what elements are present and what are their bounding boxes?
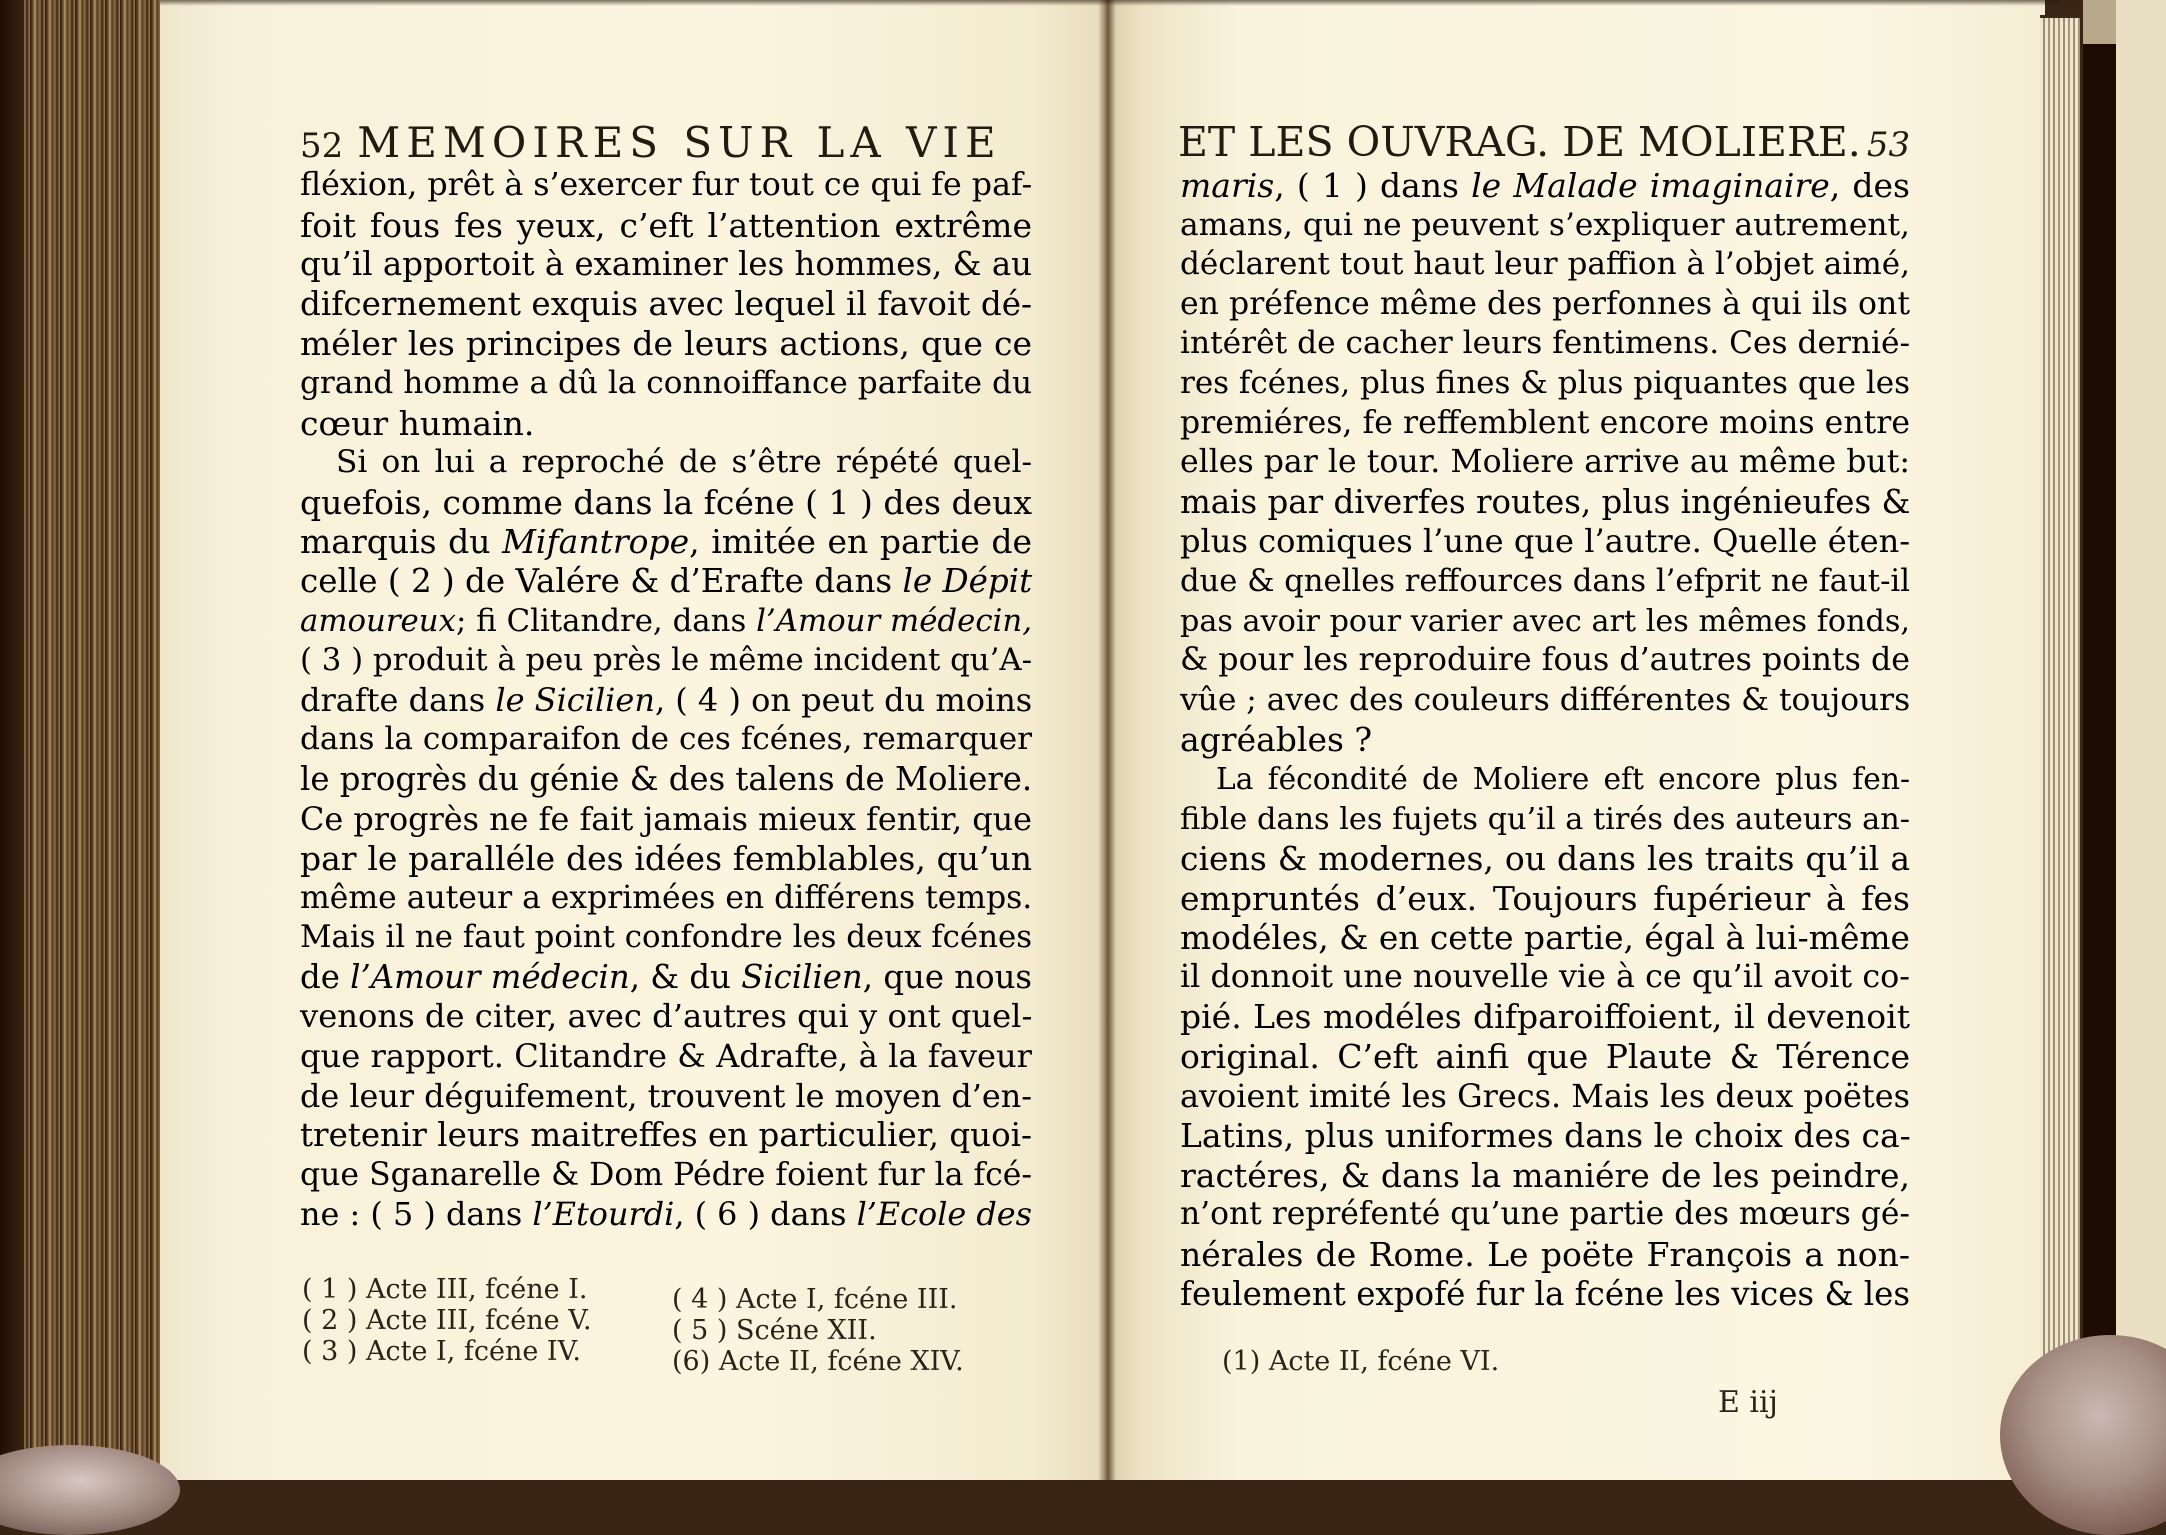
- text-line: [300, 681, 1032, 721]
- text-line: [1180, 404, 1910, 444]
- signature-mark: E iij: [1718, 1385, 1778, 1420]
- text-run: pas avoir pour varier avec art les mêmes fonds,: [1180, 603, 1910, 639]
- text-line: [300, 1195, 1032, 1235]
- book-gutter: [1098, 0, 1116, 1480]
- left-page-body-text: [300, 166, 1032, 1235]
- text-run: drafte dans: [300, 680, 496, 719]
- book-cover-shadow: [0, 0, 24, 1480]
- text-run: Latins, plus uniformes dans le choix des ca-: [1180, 1116, 1911, 1156]
- text-line: [1180, 483, 1910, 523]
- text-run: , que nous: [862, 957, 1032, 996]
- text-run: original. C’eft ainfi que Plaute & Térence: [1180, 1037, 1910, 1077]
- text-run: & pour les reproduire fous d’autres points de: [1180, 642, 1910, 679]
- text-line: [300, 166, 1032, 206]
- text-run: , ( 6 ) dans: [674, 1195, 857, 1234]
- page-number-left: 52: [300, 126, 344, 166]
- text-line: [1180, 522, 1910, 562]
- text-run: plus comiques l’une que l’autre. Quelle éten-: [1180, 522, 1911, 561]
- text-run: que Sganarelle & Dom Pédre foient fur la fcé-: [300, 1156, 1033, 1193]
- text-line: [1180, 206, 1910, 246]
- text-run: , & du: [629, 957, 742, 996]
- text-run: il donnoit une nouvelle vie à ce qu’il avoit co-: [1180, 958, 1910, 995]
- text-line: [1180, 285, 1910, 325]
- footnotes-column-1: [302, 1274, 672, 1367]
- text-run: La fécondité de Moliere eft encore plus fen-: [1216, 761, 1910, 797]
- text-line: [300, 522, 1032, 562]
- text-line: [300, 839, 1032, 879]
- text-line: [300, 206, 1032, 246]
- footnote: (1) Acte II, fcéne VI.: [1222, 1346, 1500, 1377]
- background-surface: [2083, 0, 2116, 44]
- text-line: [1180, 443, 1910, 483]
- italic-title: Mifantrope: [502, 522, 690, 562]
- text-line: [300, 562, 1032, 602]
- text-line: [300, 918, 1032, 958]
- text-line: [300, 245, 1032, 285]
- text-run: déclarent tout haut leur paffion à l’objet aimé,: [1180, 246, 1910, 283]
- text-line: [300, 1037, 1032, 1077]
- text-line: [1180, 1156, 1910, 1196]
- text-line: [300, 1077, 1032, 1117]
- italic-title: l’Etourdi: [532, 1195, 675, 1234]
- text-line: [1180, 720, 1910, 760]
- text-run: méler les principes de leurs actions, que ce: [300, 324, 1032, 364]
- footnote: ( 4 ) Acte I, fcéne III.: [672, 1284, 958, 1315]
- text-run: foit fous fes yeux, c’eft l’attention extrême: [300, 205, 1032, 245]
- text-run: pié. Les modéles difparoiffoient, il devenoit: [1180, 997, 1910, 1037]
- italic-title: l’Amour médecin,: [756, 602, 1032, 639]
- footnote: ( 5 ) Scéne XII.: [672, 1315, 877, 1346]
- text-line: [1180, 839, 1910, 879]
- text-run: ; fi Clitandre, dans: [455, 602, 757, 639]
- top-shadow: [160, 0, 2060, 6]
- italic-title: amoureux: [300, 602, 456, 639]
- text-run: venons de citer, avec d’autres qui y ont quel-: [300, 997, 1033, 1036]
- text-run: ciens & modernes, ou dans les traits qu’il a: [1180, 839, 1910, 879]
- text-run: celle ( 2 ) de Valére & d’Erafte dans: [300, 561, 903, 600]
- text-run: fléxion, prêt à s’exercer fur tout ce qui fe paf-: [300, 167, 1033, 203]
- text-line: [1180, 562, 1910, 602]
- text-run: en préfence même des perfonnes à qui ils ont: [1180, 285, 1910, 322]
- text-run: Si on lui a reproché de s’être répété quel-: [336, 444, 1032, 481]
- text-run: difcernement exquis avec lequel il favoit dé-: [300, 284, 1032, 323]
- text-run: agréables ?: [1180, 720, 1373, 760]
- text-line: [1180, 1235, 1910, 1275]
- text-run: premiéres, fe reffemblent encore moins entre: [1180, 404, 1910, 441]
- text-run: avoient imité les Grecs. Mais les deux poëtes: [1180, 1076, 1910, 1115]
- footnote: ( 1 ) Acte III, fcéne I.: [302, 1274, 588, 1305]
- text-run: feulement expofé fur la fcéne les vices & les: [1180, 1274, 1911, 1313]
- text-line: [1180, 958, 1910, 998]
- italic-title: le Dépit: [902, 561, 1033, 600]
- footnotes-column-2: [672, 1284, 1012, 1377]
- text-line: [300, 1156, 1032, 1196]
- text-line: [300, 641, 1032, 681]
- text-line: [1180, 918, 1910, 958]
- italic-title: Sicilien: [741, 957, 863, 996]
- text-run: ne : ( 5 ) dans: [300, 1195, 533, 1234]
- text-run: quefois, comme dans la fcéne ( 1 ) des deux: [300, 482, 1032, 522]
- italic-title: l’Amour médecin: [350, 957, 630, 996]
- text-run: n’ont repréfenté qu’une partie des mœurs gé-: [1180, 1196, 1910, 1233]
- footnote: (6) Acte II, fcéne XIV.: [672, 1346, 964, 1377]
- text-run: même auteur a exprimées en différens temps.: [300, 879, 1033, 916]
- text-run: Mais il ne faut point confondre les deux fcénes: [300, 919, 1032, 956]
- italic-title: le Sicilien: [495, 680, 655, 719]
- text-line: [300, 1116, 1032, 1156]
- text-run: nérales de Rome. Le poëte François a non-: [1180, 1235, 1910, 1275]
- text-line: [1180, 324, 1910, 364]
- text-run: , imitée en partie de: [689, 522, 1032, 562]
- text-line: [1180, 1037, 1910, 1077]
- text-run: de: [300, 957, 351, 996]
- text-line: [1180, 760, 1910, 800]
- text-run: fible dans les fujets qu’il a tirés des auteurs an-: [1180, 801, 1910, 837]
- text-line: [1180, 1116, 1910, 1156]
- text-line: [1180, 1275, 1910, 1315]
- italic-title: le Malade imaginaire: [1471, 166, 1830, 205]
- page-number-right: 53: [1866, 125, 1911, 165]
- text-run: , des: [1829, 166, 1910, 205]
- text-run: empruntés d’eux. Toujours fupérieur à fes: [1180, 878, 1910, 918]
- text-run: due & qnelles reffources dans l’efprit ne faut-il: [1180, 563, 1910, 599]
- text-run: cœur humain.: [300, 403, 535, 443]
- text-run: grand homme a dû la connoiffance parfaite du: [300, 364, 1032, 401]
- footnote: ( 3 ) Acte I, fcéne IV.: [302, 1336, 581, 1367]
- text-line: [1180, 1195, 1910, 1235]
- text-line: [1180, 602, 1910, 642]
- left-page-footnotes: [302, 1274, 1042, 1377]
- background-surface-right: [2116, 0, 2166, 1480]
- text-line: [300, 285, 1032, 325]
- running-head-right-text: ET LES OUVRAG. DE MOLIERE.: [1178, 118, 1861, 166]
- right-page-body-text: [1180, 166, 1910, 1314]
- text-run: que rapport. Clitandre & Adrafte, à la faveur: [300, 1037, 1032, 1076]
- text-run: qu’il apportoit à examiner les hommes, & au: [300, 245, 1032, 284]
- text-line: [300, 602, 1032, 642]
- right-page-footnotes: [1222, 1346, 1499, 1377]
- text-run: marquis du: [300, 522, 503, 562]
- text-run: de leur déguifement, trouvent le moyen d’en-: [300, 1076, 1032, 1115]
- text-run: par le paralléle des idées femblables, qu’un: [300, 839, 1032, 879]
- running-head-left: [300, 118, 1002, 167]
- text-line: [300, 364, 1032, 404]
- text-line: [300, 800, 1032, 840]
- text-line: [1180, 800, 1910, 840]
- text-run: amans, qui ne peuvent s’expliquer autrement,: [1180, 206, 1910, 243]
- italic-title: l’Ecole des: [856, 1195, 1032, 1234]
- text-run: , ( 4 ) on peut du moins: [654, 680, 1033, 719]
- text-line: [300, 958, 1032, 998]
- text-run: Ce progrès ne fe fait jamais mieux fentir, que: [300, 799, 1032, 838]
- text-run: elles par le tour. Moliere arrive au même but:: [1180, 444, 1910, 481]
- footnote: ( 2 ) Acte III, fcéne V.: [302, 1305, 592, 1336]
- text-line: [300, 760, 1032, 800]
- text-line: [1180, 997, 1910, 1037]
- text-run: mais par diverfes routes, plus ingénieufes &: [1180, 482, 1911, 521]
- text-line: [300, 443, 1032, 483]
- text-line: [300, 997, 1032, 1037]
- text-line: [1180, 166, 1910, 206]
- text-run: ( 3 ) produit à peu près le même incident qu’A-: [300, 642, 1032, 679]
- text-run: dans la comparaifon de ces fcénes, remarquer: [300, 721, 1032, 758]
- book-page-edges-right: [2040, 15, 2080, 1483]
- italic-title: maris: [1180, 166, 1275, 205]
- text-line: [1180, 641, 1910, 681]
- text-line: [1180, 681, 1910, 721]
- text-run: le progrès du génie & des talens de Moliere.: [300, 759, 1033, 798]
- text-run: , ( 1 ) dans: [1274, 166, 1472, 205]
- text-line: [300, 324, 1032, 364]
- text-run: vûe ; avec des couleurs différentes & toujours: [1180, 681, 1911, 718]
- running-head-right: [1178, 118, 1910, 166]
- text-line: [1180, 364, 1910, 404]
- text-run: ractéres, & dans la maniére de les peindre,: [1180, 1155, 1910, 1195]
- text-line: [300, 483, 1032, 523]
- text-line: [1180, 879, 1910, 919]
- text-run: res fcénes, plus fines & plus piquantes que les: [1180, 364, 1910, 401]
- running-head-left-text: MEMOIRES SUR LA VIE: [357, 118, 1002, 167]
- text-line: [300, 879, 1032, 919]
- book-cover-edge: [2083, 44, 2116, 1480]
- text-run: tretenir leurs maitreffes en particulier, quoi-: [300, 1116, 1032, 1155]
- text-line: [300, 720, 1032, 760]
- text-line: [1180, 245, 1910, 285]
- text-line: [1180, 1077, 1910, 1117]
- text-run: intérêt de cacher leurs fentimens. Ces dernié-: [1180, 325, 1911, 362]
- text-run: modéles, & en cette partie, égal à lui-même: [1180, 918, 1910, 958]
- book-page-edges-left: [0, 0, 162, 1480]
- text-line: [300, 404, 1032, 444]
